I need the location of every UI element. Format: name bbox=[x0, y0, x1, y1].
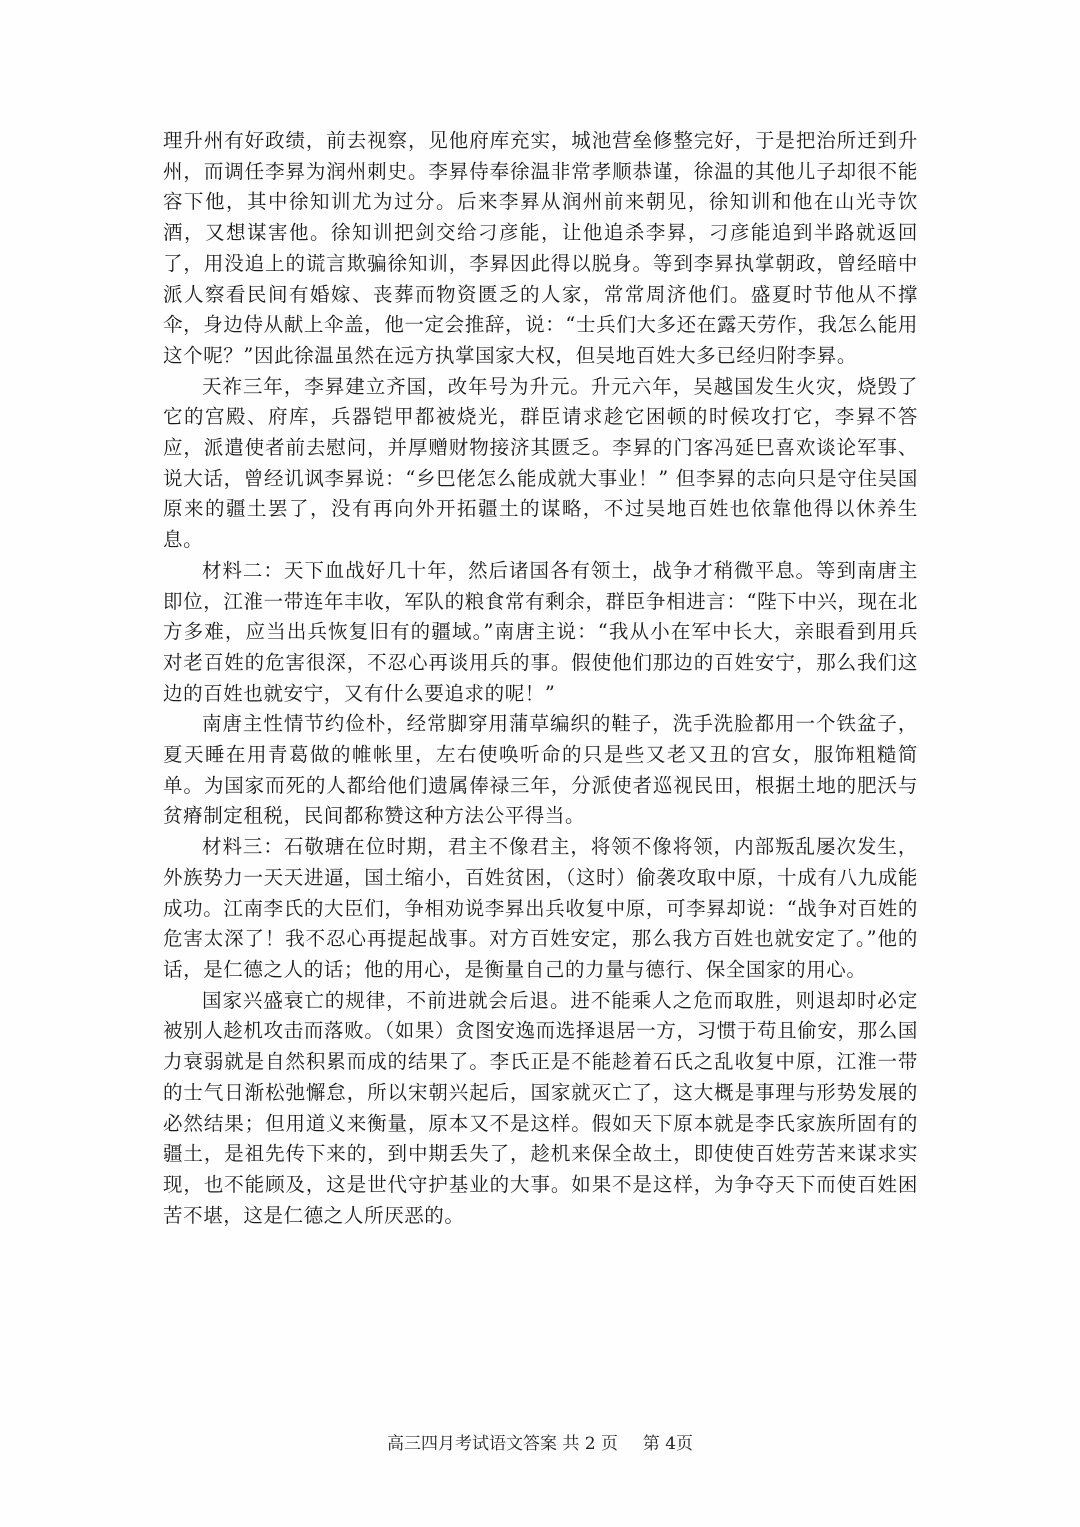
document-body bbox=[163, 126, 918, 1231]
paragraph-material-three: 材料三：石敬瑭在位时期，君主不像君主，将领不像将领，内部叛乱屡次发生，外族势力一天天进逼，国土缩小，百姓贫困，（这时）偷袭攻取中原，十成有八九成能成功。江南李氏的大臣们，争相劝说李昪出兵收复中原，可李昪却说：“战争对百姓的危害太深了！我不忍心再提起战事。对方百姓安定，那么我方百姓也就安定了。”他的话，是仁德之人的话；他的用心，是衡量自己的力量与德行、保全国家的用心。 bbox=[163, 835, 918, 981]
paragraph-2: 天祚三年，李昪建立齐国，改年号为升元。升元六年，吴越国发生火灾，烧毁了它的宫殿、府库，兵器铠甲都被烧光，群臣请求趁它困顿的时候攻打它，李昪不答应，派遣使者前去慰问，并厚赠财物接济其匮乏。李昪的门客冯延巳喜欢谈论军事、说大话，曾经讥讽李昪说：“乡巴佬怎么能成就大事业！” 但李昪的志向只是守住吴国原来的疆土罢了，没有再向外开拓疆土的谋略，不过吴地百姓也依靠他得以休养生息。 bbox=[163, 374, 918, 552]
footer-title: 高三四月考试语文答案 bbox=[386, 1434, 557, 1454]
paragraph-1: 理升州有好政绩，前去视察，见他府库充实，城池营垒修整完好，于是把治所迁到升州，而调任李昪为润州刺史。李昪侍奉徐温非常孝顺恭谨，徐温的其他儿子却很不能容下他，其中徐知训尤为过分。后来李昪从润州前来朝见，徐知训和他在山光寺饮酒，又想谋害他。徐知训把剑交给刁彦能，让他追杀李昪，刁彦能追到半路就返回了，用没追上的谎言欺骗徐知训，李昪因此得以脱身。等到李昪执掌朝政，曾经暗中派人察看民间有婚嫁、丧葬而物资匮乏的人家，常常周济他们。盛夏时节他从不撑伞，身边侍从献上伞盖，他一定会推辞，说：“士兵们大多还在露天劳作，我怎么能用这个呢？”因此徐温虽然在远方执掌国家大权，但吴地百姓大多已经归附李昪。 bbox=[163, 129, 918, 367]
paragraph-6: 国家兴盛衰亡的规律，不前进就会后退。进不能乘人之危而取胜，则退却时必定被别人趁机攻击而落败。（如果）贪图安逸而选择退居一方，习惯于苟且偷安，那么国力衰弱就是自然积累而成的结果了。李氏正是不能趁着石氏之乱收复中原，江淮一带的士气日渐松弛懈怠，所以宋朝兴起后，国家就灭亡了，这大概是事理与形势发展的必然结果；但用道义来衡量，原本又不是这样。假如天下原本就是李氏家族所固有的疆土，是祖先传下来的，到中期丢失了，趁机来保全故土，即使使百姓劳苦来谋求实现，也不能顾及，这是世代守护基业的大事。如果不是这样，为争夺天下而使百姓困苦不堪，这是仁德之人所厌恶的。 bbox=[163, 988, 918, 1227]
paragraph-material-two: 材料二：天下血战好几十年，然后诸国各有领土，战争才稍微平息。等到南唐主即位，江淮一带连年丰收，军队的粮食常有剩余，群臣争相进言：“陛下中兴，现在北方多难，应当出兵恢复旧有的疆域。”南唐主说：“我从小在军中长大，亲眼看到用兵对老百姓的危害很深，不忍心再谈用兵的事。假使他们那边的百姓安宁，那么我们这边的百姓也就安宁，又有什么要追求的呢！” bbox=[163, 558, 918, 705]
paragraph-4: 南唐主性情节约俭朴，经常脚穿用蒲草编织的鞋子，洗手洗脸都用一个铁盆子，夏天睡在用青葛做的帷帐里，左右使唤听命的只是些又老又丑的宫女，服饰粗糙简单。为国家而死的人都给他们遗属俸禄三年，分派使者巡视民田，根据土地的肥沃与贫瘠制定租税，民间都称赞这种方法公平得当。 bbox=[163, 712, 918, 828]
footer-total-pages: 共 2 页 bbox=[562, 1434, 618, 1454]
page-footer bbox=[0, 1432, 1080, 1456]
footer-page-number: 第 4页 bbox=[642, 1434, 694, 1454]
